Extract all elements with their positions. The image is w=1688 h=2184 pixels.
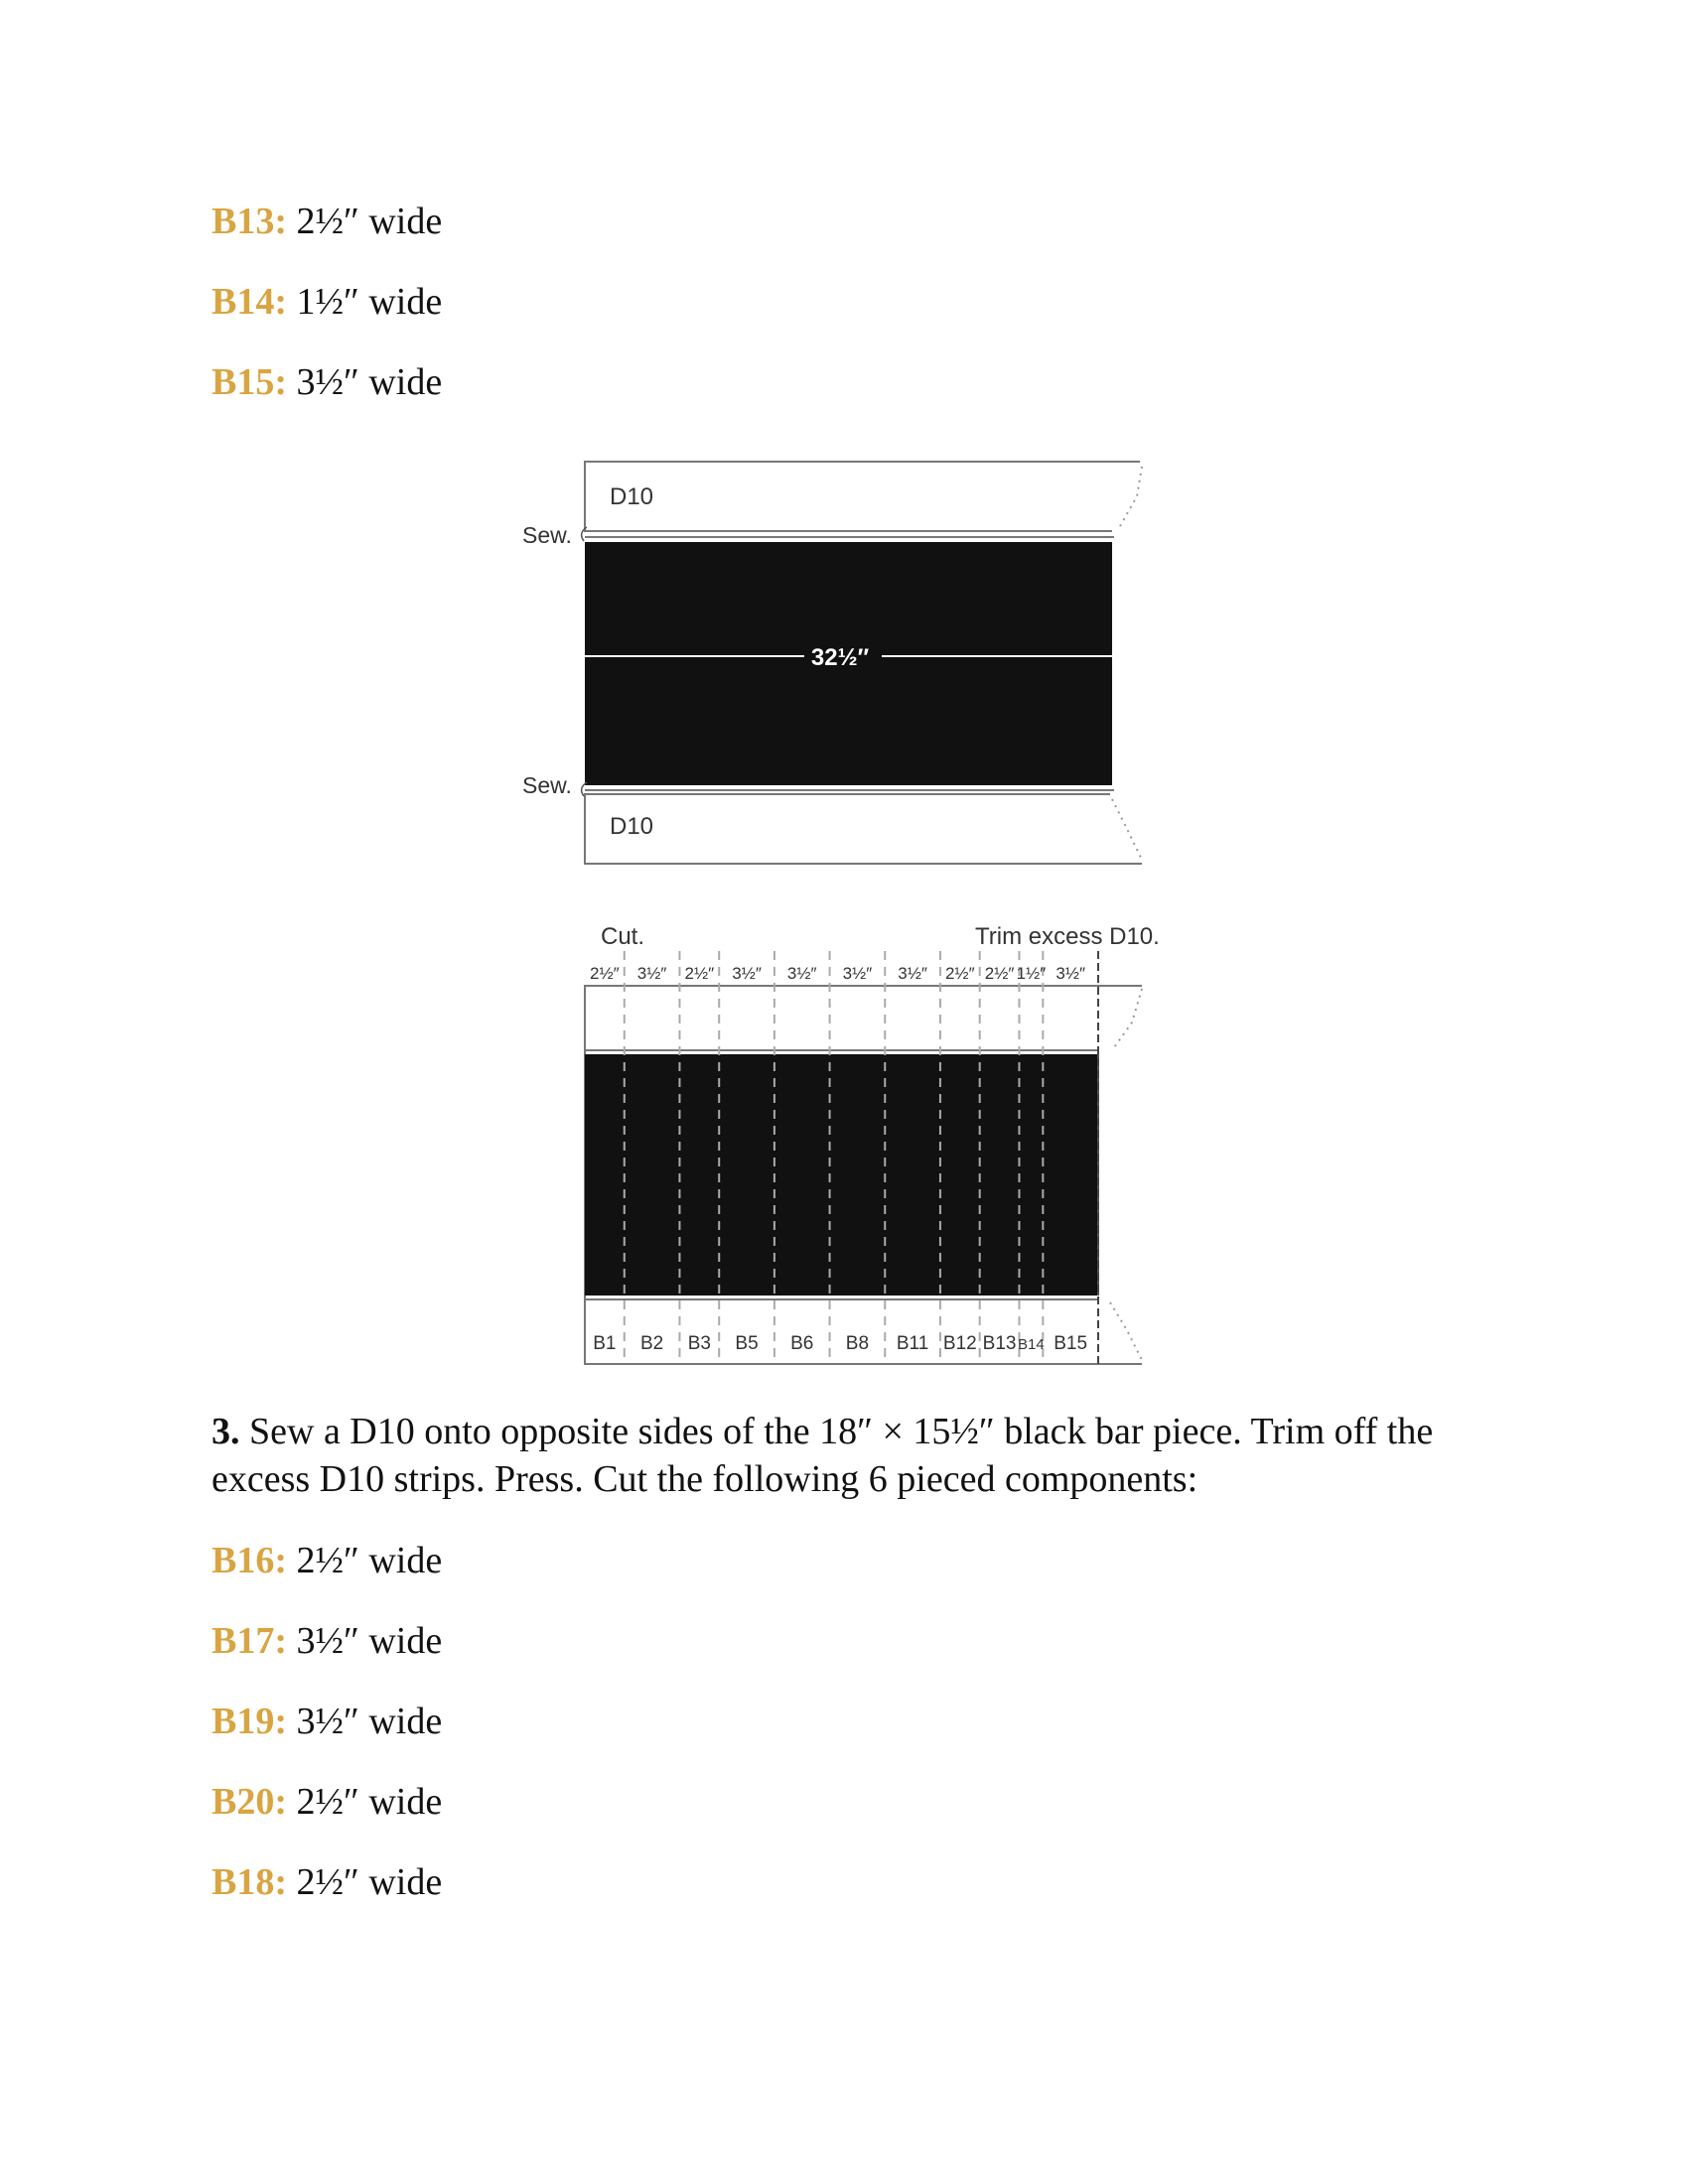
trim-label: Trim excess D10. [975, 923, 1160, 950]
length-label: 32½″ [810, 644, 870, 671]
cut-width-label: 3½″ [636, 964, 667, 983]
piece-label: B13 [982, 1333, 1017, 1354]
cut-width-label: 2½″ [984, 964, 1015, 983]
piece-labels [593, 1333, 1087, 1354]
torn-edge-upper [1112, 989, 1142, 1050]
piece-label: B3 [687, 1333, 711, 1354]
piece-code: B14: [211, 281, 287, 323]
piece-width: 1½″ wide [296, 281, 443, 323]
piece-label: B2 [639, 1333, 664, 1354]
cut-width-label: 3½″ [898, 964, 927, 983]
piece-code: B18: [211, 1861, 287, 1903]
cut-item-b20 [211, 1779, 442, 1825]
piece-code: B16: [211, 1540, 287, 1581]
piece-label: B5 [735, 1333, 759, 1354]
d10-label-bottom: D10 [610, 813, 654, 840]
piece-label: B14 [1018, 1336, 1045, 1353]
sew-label-bottom: Sew. [522, 772, 572, 798]
piece-code: B13: [211, 201, 287, 242]
step-number: 3. [211, 1411, 240, 1452]
cut-width-label: 3½″ [1055, 964, 1085, 983]
cut-item-b18 [211, 1859, 442, 1905]
piece-width: 3½″ wide [296, 361, 443, 403]
cut-item-b19 [211, 1699, 442, 1744]
piece-label: B6 [790, 1333, 814, 1354]
cut-width-label: 3½″ [732, 964, 762, 983]
width-labels [590, 964, 1085, 983]
cut-width-label: 1½″ [1016, 964, 1047, 983]
step-3-instruction [211, 1408, 1502, 1503]
piece-width: 3½″ wide [296, 1620, 443, 1662]
d10-label-top: D10 [610, 483, 654, 510]
cut-width-label: 3½″ [786, 964, 817, 983]
torn-edge-lower [1110, 1302, 1142, 1360]
sew-label-top: Sew. [522, 522, 572, 548]
piece-label: B12 [942, 1333, 977, 1354]
piece-width: 3½″ wide [296, 1701, 443, 1742]
piece-code: B15: [211, 361, 287, 403]
piece-code: B20: [211, 1781, 287, 1823]
step-text: Sew a D10 onto opposite sides of the 18″ × 15½″ black bar piece. Trim off the excess D10 strips. Press. Cut the following 6 pieced components: [211, 1411, 1434, 1500]
piece-width: 2½″ wide [296, 1781, 443, 1823]
piece-label: B1 [593, 1333, 617, 1354]
cut-width-label: 3½″ [842, 964, 873, 983]
piece-label: B15 [1054, 1333, 1088, 1354]
piece-code: B19: [211, 1701, 287, 1742]
piece-width: 2½″ wide [296, 1540, 443, 1581]
cut-label: Cut. [601, 923, 645, 950]
cut-width-label: 2½″ [684, 964, 715, 983]
strip-set-black [585, 1054, 1098, 1296]
piece-label: B11 [896, 1333, 929, 1354]
piece-code: B17: [211, 1620, 287, 1662]
cut-item-b17 [211, 1618, 442, 1664]
piece-width: 2½″ wide [296, 201, 443, 242]
piece-label: B8 [845, 1333, 870, 1354]
cut-width-label: 2½″ [590, 964, 620, 983]
cut-width-label: 2½″ [944, 964, 975, 983]
piece-width: 2½″ wide [296, 1861, 443, 1903]
cut-item-b16 [211, 1538, 442, 1583]
